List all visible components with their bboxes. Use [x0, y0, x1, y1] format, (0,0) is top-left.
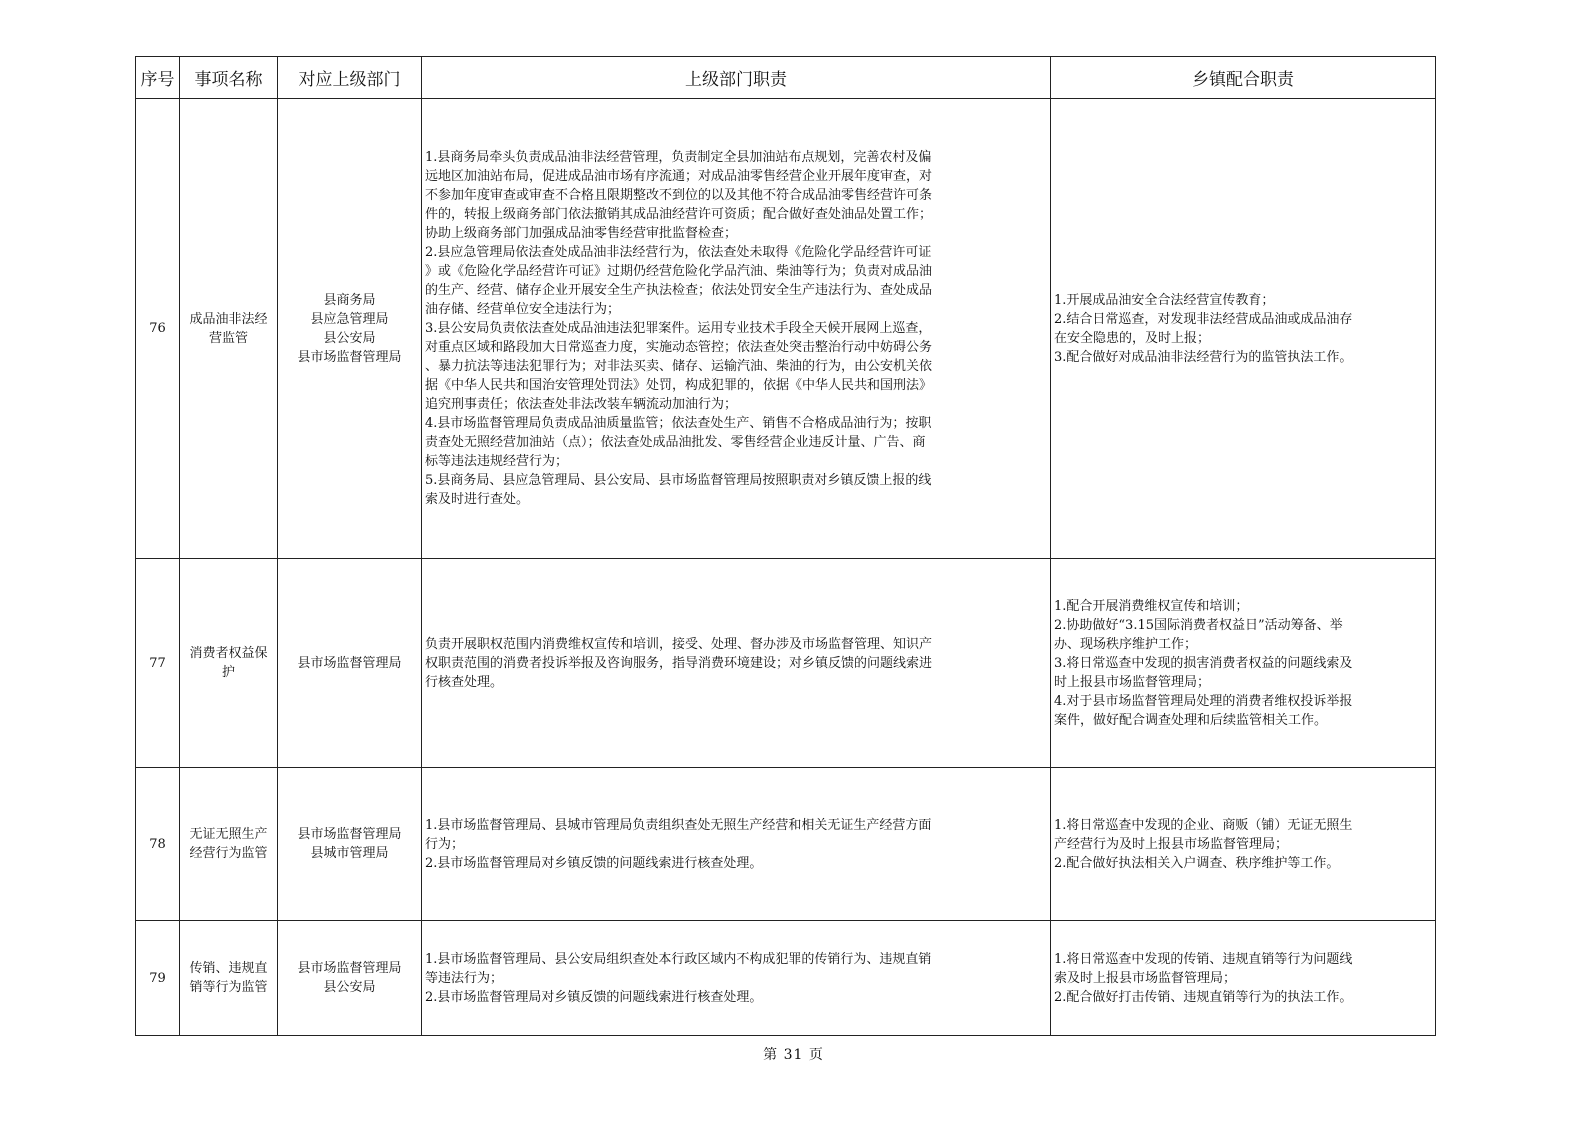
duty-line: 权职责范围的消费者投诉举报及咨询服务，指导消费环境建设；对乡镇反馈的问题线索进: [425, 655, 933, 671]
town-duties: [1051, 99, 1436, 559]
header-item-name: 事项名称: [180, 57, 278, 99]
duty-line: 3.县公安局负责依法查处成品油违法犯罪案件。运用专业技术手段全天候开展网上巡查，: [425, 321, 932, 336]
duty-line: 等违法行为；: [425, 970, 504, 986]
duty-line: 1.开展成品油安全合法经营宣传教育；: [1054, 292, 1275, 308]
town-duties: [1051, 768, 1436, 921]
duty-line: 责查处无照经营加油站（点）；依法查处成品油批发、零售经营企业违反计量、广告、商: [425, 435, 926, 450]
dept-line: 县应急管理局: [310, 311, 389, 327]
duty-line: 油存储、经营单位安全违法行为；: [425, 302, 621, 317]
duty-line: 4.县市场监督管理局负责成品油质量监管；依法查处生产、销售不合格成品油行为；按职: [425, 416, 932, 431]
duty-line: 3.将日常巡查中发现的损害消费者权益的问题线索及: [1054, 655, 1353, 671]
duty-line: 2.配合做好打击传销、违规直销等行为的执法工作。: [1054, 989, 1353, 1005]
item-name-line: 消费者权益保: [189, 646, 268, 661]
duty-line: 2.县市场监督管理局对乡镇反馈的问题线索进行核查处理。: [425, 989, 763, 1005]
table-row: [136, 559, 1436, 768]
duty-line: 的生产、经营、储存企业开展安全生产执法检查；依法处罚安全生产违法行为、查处成品: [425, 283, 933, 298]
upper-duties: [422, 768, 1051, 921]
duty-line: 1.配合开展消费维权宣传和培训；: [1054, 598, 1249, 614]
duty-line: 件的，转报上级商务部门依法撤销其成品油经营许可资质；配合做好查处油品处置工作；: [425, 207, 933, 222]
duty-line: 1.县市场监督管理局、县城市管理局负责组织查处无照生产经营和相关无证生产经营方面: [425, 817, 932, 833]
item-name: [180, 768, 278, 921]
dept-line: 县公安局: [323, 980, 376, 995]
duty-line: 2.配合做好执法相关入户调查、秩序维护等工作。: [1054, 855, 1340, 871]
dept-line: 县城市管理局: [310, 846, 389, 861]
header-upper-duties: 上级部门职责: [422, 57, 1051, 99]
duty-line: 在安全隐患的，及时上报；: [1054, 330, 1211, 346]
item-name-line: 销等行为监管: [189, 980, 268, 995]
table-row: [136, 768, 1436, 921]
duty-line: 办、现场秩序维护工作；: [1054, 636, 1198, 652]
item-name-line: 无证无照生产: [189, 827, 268, 842]
duty-line: 据《中华人民共和国治安管理处罚法》处罚，构成犯罪的，依据《中华人民共和国刑法》: [425, 378, 933, 393]
duty-line: 1.县市场监督管理局、县公安局组织查处本行政区域内不构成犯罪的传销行为、违规直销: [425, 951, 932, 967]
duty-line: 对重点区域和路段加大日常巡查力度，实施动态管控；依法查处突击整治行动中妨碍公务: [425, 340, 933, 355]
row-number: 78: [136, 768, 180, 921]
item-name-line: 传销、违规直: [189, 961, 268, 976]
duty-table: [135, 56, 1436, 1036]
header-row: [136, 57, 1436, 99]
upper-duties: [422, 921, 1051, 1036]
duty-line: 产经营行为及时上报县市场监督管理局；: [1054, 836, 1289, 852]
header-town-duties: 乡镇配合职责: [1051, 57, 1436, 99]
duty-line: 4.对于县市场监督管理局处理的消费者维权投诉举报: [1054, 693, 1353, 709]
item-name-line: 营监管: [208, 330, 248, 346]
item-name: [180, 559, 278, 768]
duty-line: 协助上级商务部门加强成品油零售经营审批监督检查；: [425, 226, 738, 241]
duty-line: 行为；: [425, 836, 465, 852]
row-number: 79: [136, 921, 180, 1036]
duty-line: 时上报县市场监督管理局；: [1054, 674, 1211, 690]
dept-line: 县商务局: [323, 292, 376, 308]
duty-line: 1.将日常巡查中发现的传销、违规直销等行为问题线: [1054, 951, 1353, 967]
upper-dept: [278, 99, 422, 559]
row-number: 76: [136, 99, 180, 559]
duty-line: 1.县商务局牵头负责成品油非法经营管理，负责制定全县加油站布点规划，完善农村及偏: [425, 150, 932, 165]
table-row: [136, 921, 1436, 1036]
dept-line: 县市场监督管理局: [297, 827, 402, 842]
duty-line: 5.县商务局、县应急管理局、县公安局、县市场监督管理局按照职责对乡镇反馈上报的线: [425, 473, 932, 488]
duty-line: 负责开展职权范围内消费维权宣传和培训，接受、处理、督办涉及市场监督管理、知识产: [425, 636, 933, 652]
dept-line: 县市场监督管理局: [297, 655, 402, 671]
duty-line: 》或《危险化学品经营许可证》过期仍经营危险化学品汽油、柴油等行为；负责对成品油: [425, 264, 933, 279]
duty-line: 标等违法违规经营行为；: [425, 454, 569, 469]
item-name-line: 成品油非法经: [189, 311, 268, 327]
row-number: 77: [136, 559, 180, 768]
duty-line: 1.将日常巡查中发现的企业、商贩（铺）无证无照生: [1054, 817, 1353, 833]
town-duties: [1051, 921, 1436, 1036]
upper-duties: [422, 559, 1051, 768]
table-row: [136, 99, 1436, 559]
item-name-line: 经营行为监管: [189, 846, 268, 861]
dept-line: 县市场监督管理局: [297, 961, 402, 976]
duty-line: 3.配合做好对成品油非法经营行为的监管执法工作。: [1054, 349, 1353, 365]
item-name-line: 护: [221, 665, 235, 680]
duty-line: 索及时进行查处。: [425, 492, 530, 507]
upper-dept: [278, 768, 422, 921]
upper-dept: [278, 921, 422, 1036]
duty-line: 案件，做好配合调查处理和后续监管相关工作。: [1054, 712, 1328, 728]
town-duties: [1051, 559, 1436, 768]
duty-line: 2.结合日常巡查，对发现非法经营成品油或成品油存: [1054, 311, 1353, 327]
header-seq: 序号: [136, 57, 180, 99]
item-name: [180, 99, 278, 559]
header-upper-dept: 对应上级部门: [278, 57, 422, 99]
duty-line: 2.县市场监督管理局对乡镇反馈的问题线索进行核查处理。: [425, 855, 763, 871]
duty-line: 2.协助做好“3.15国际消费者权益日”活动筹备、举: [1054, 617, 1343, 633]
dept-line: 县市场监督管理局: [297, 349, 402, 365]
duty-line: 、暴力抗法等违法犯罪行为；对非法买卖、储存、运输汽油、柴油的行为，由公安机关依: [425, 359, 933, 374]
duty-line: 追究刑事责任；依法查处非法改装车辆流动加油行为；: [425, 397, 738, 412]
duty-line: 2.县应急管理局依法查处成品油非法经营行为，依法查处未取得《危险化学品经营许可证: [425, 245, 932, 260]
dept-line: 县公安局: [323, 330, 376, 346]
duty-line: 远地区加油站布局，促进成品油市场有序流通；对成品油零售经营企业开展年度审查，对: [425, 169, 933, 184]
upper-duties: [422, 99, 1051, 559]
duty-line: 索及时上报县市场监督管理局；: [1054, 970, 1237, 986]
duty-line: 不参加年度审查或审查不合格且限期整改不到位的以及其他不符合成品油零售经营许可条: [425, 188, 933, 203]
item-name: [180, 921, 278, 1036]
page-number: 第 31 页: [763, 1047, 824, 1063]
upper-dept: [278, 559, 422, 768]
duty-line: 行核查处理。: [425, 674, 504, 690]
